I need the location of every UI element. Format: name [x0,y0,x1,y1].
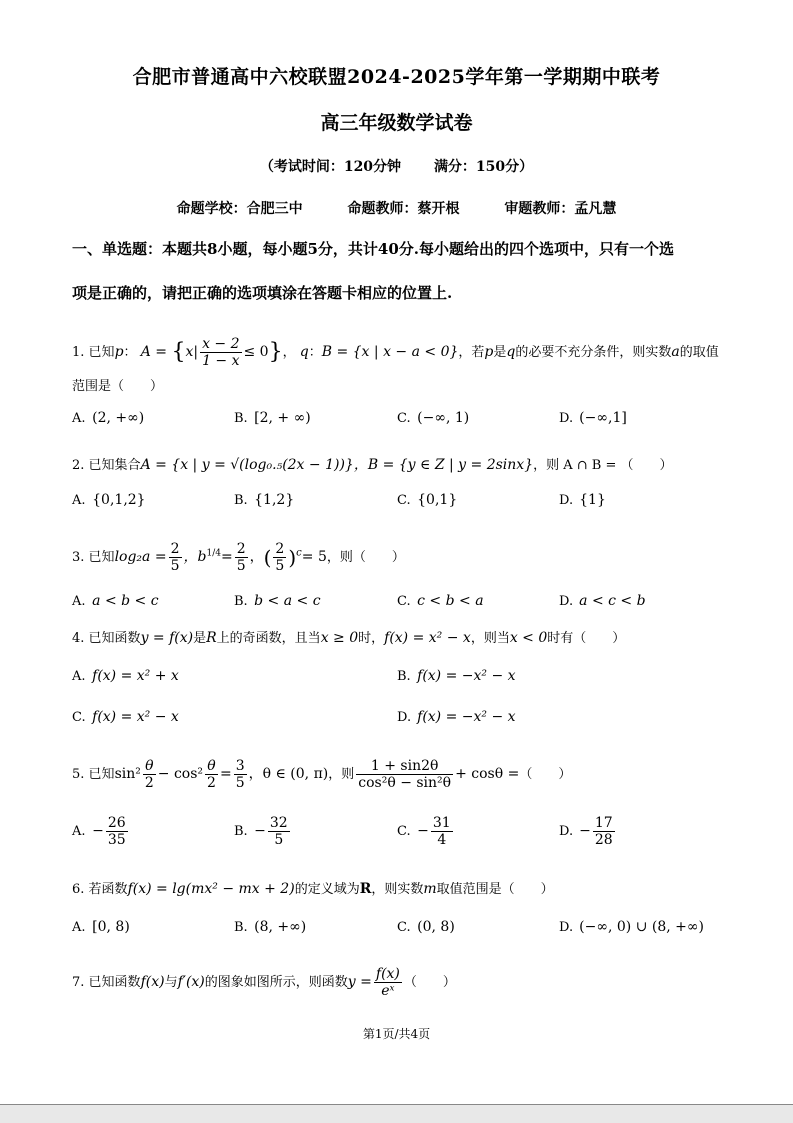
q6-option-b[interactable]: B. (8, +∞) [234,919,307,935]
q6-option-d[interactable]: D. (−∞, 0) ∪ (8, +∞) [559,919,705,935]
q1-number: 1. [72,345,85,360]
q4-option-a[interactable]: A. f(x) = x² + x [72,668,179,684]
q3-option-b[interactable]: B. b < a < c [234,593,321,609]
q5-option-b[interactable]: B. − $\frac{32}{5}$ [234,815,288,848]
section-instruction-line2: 项是正确的，请把正确的选项填涂在答题卡相应的位置上. [72,284,453,302]
exam-subtitle: 高三年级数学试卷 [320,112,473,134]
q1-line2: 范围是（ ） [72,379,164,394]
author-reviewer: 审题教师：孟凡慧 [504,201,617,217]
question-2: 2. 已知集合A = {x | y = √(log₀.₅(2x − 1))}，B = {y ∈ Z | y = 2sinx}，则 A ∩ B = （ ） [72,457,673,473]
q2-option-c[interactable]: C. {0,1} [397,492,458,508]
q6-number: 6. [72,882,85,897]
q4-option-d[interactable]: D. f(x) = −x² − x [397,709,516,725]
q3-option-c[interactable]: C. c < b < a [397,593,484,609]
q7-number: 7. [72,975,85,990]
q3-option-a[interactable]: A. a < b < c [72,593,159,609]
q2-setB: ，B = {y ∈ Z | y = 2sinx} [353,457,534,473]
author-school: 命题学校：合肥三中 [176,201,303,217]
q1-setB: B = {x | x − a < 0} [321,344,459,360]
author-teacher: 命题教师：蔡开根 [347,201,460,217]
q1-q: q [299,344,309,360]
exam-score: 满分：150分） [433,159,534,175]
question-1: 1. 已知p： A = {x| $\frac{x - 2}{1 - x}$ ≤ 0}， q：B = {x | x − a < 0}，若p是q的必要不充分条件，则实数a的取值 [72,336,719,369]
q2-setA: A = {x | y = √(log₀.₅(2x − 1))} [140,457,354,473]
q3-frac-1: $\frac{2}{5}$ [170,541,180,574]
question-7: 7. 已知函数f(x)与f′(x)的图象如图所示，则函数y = $\frac{f(x)}{\text{eˣ}}$ （ ） [72,966,456,999]
q3-option-d[interactable]: D. a < c < b [559,593,646,609]
q5-number: 5. [72,767,85,782]
exam-authors [0,198,793,218]
q4-number: 4. [72,631,85,646]
q1-p: p [114,344,124,360]
q1-option-d[interactable]: D. (−∞,1] [559,410,627,426]
q5-option-d[interactable]: D. − $\frac{17}{28}$ [559,815,613,848]
q7-fraction: $\frac{f(x)}{\text{eˣ}}$ [375,966,400,999]
q1-setA-rel: ≤ 0 [243,344,269,360]
q2-option-d[interactable]: D. {1} [559,492,606,508]
exam-title: 合肥市普通高中六校联盟2024-2025学年第一学期期中联考 [132,66,661,88]
q1-option-b[interactable]: B. [2, + ∞) [234,410,311,426]
q5-option-a[interactable]: A. − $\frac{26}{35}$ [72,815,126,848]
q3-frac-3: $\frac{2}{5}$ [275,541,285,574]
q1-fraction: $\frac{x - 2}{1 - x}$ [202,336,240,369]
q1-setA-lhs: A = [140,344,172,360]
q4-option-c[interactable]: C. f(x) = x² − x [72,709,179,725]
exam-info [0,156,793,176]
q1-colon: ： [123,345,137,360]
page-footer: 第1页/共4页 [362,1027,431,1041]
q1-text: 已知 [88,345,115,360]
q2-number: 2. [72,458,85,473]
q2-option-a[interactable]: A. {0,1,2} [72,492,146,508]
question-5: 5. 已知sin² $\frac{\theta}{2}$ − cos² $\frac{\theta}{2}$ = $\frac{3}{5}$ ，θ ∈ (0, π)，则 $\frac{1 + \sin 2\theta}{\text{cos²θ − sin²θ}}$ + cosθ =（ ） [72,758,572,791]
q6-option-a[interactable]: A. [0, 8) [72,919,130,935]
q5-big-fraction: $\frac{1 + \sin 2\theta}{\text{cos²θ − sin²θ}}$ [358,758,452,791]
q2-option-b[interactable]: B. {1,2} [234,492,295,508]
bottom-scroll-bar[interactable] [0,1104,793,1123]
q1-option-a[interactable]: A. (2, +∞) [72,410,145,426]
question-4: 4. 已知函数y = f(x)是R上的奇函数，且当x ≥ 0时，f(x) = x² − x，则当x < 0时有（ ） [72,630,626,646]
q3-frac-2: $\frac{2}{5}$ [236,541,246,574]
question-3: 3. 已知log₂a = $\frac{2}{5}$ ，$b^{1/4}=$ $\frac{2}{5}$ ，( $\frac{2}{5}$ )$^c$= 5，则（ ） [72,541,405,574]
q1-option-c[interactable]: C. (−∞, 1) [397,410,470,426]
q5-option-c[interactable]: C. − $\frac{31}{4}$ [397,815,451,848]
q3-number: 3. [72,550,85,565]
q1-setA-var: x [185,344,194,360]
q6-option-c[interactable]: C. (0, 8) [397,919,455,935]
q4-option-b[interactable]: B. f(x) = −x² − x [397,668,516,684]
exam-time: （考试时间：120分钟 [259,159,402,175]
section-instruction-line1: 一、单选题：本题共8小题，每小题5分，共计40分.每小题给出的四个选项中，只有一个选 [72,240,674,258]
question-6: 6. 若函数f(x) = lg(mx² − mx + 2)的定义域为R，则实数m取值范围是（ ） [72,881,554,897]
